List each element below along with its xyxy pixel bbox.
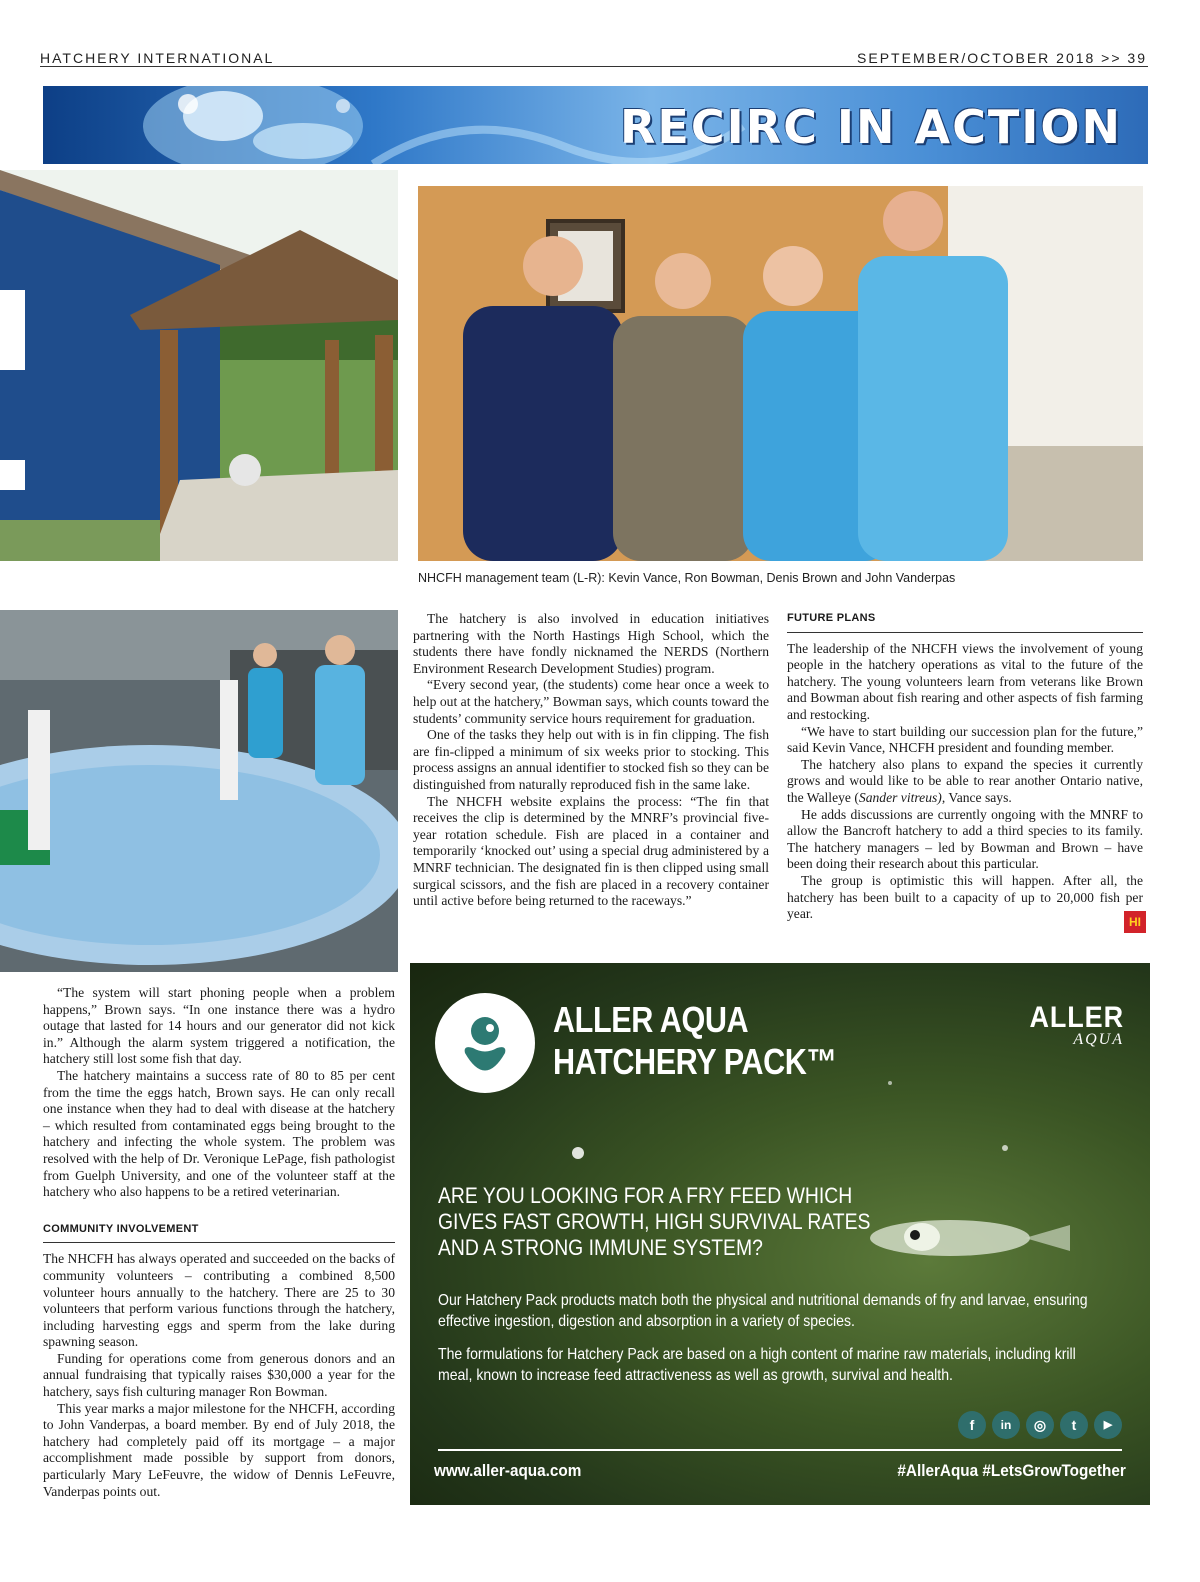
paragraph: The hatchery maintains a success rate of 80 to 85 per cent from the time the eggs hatch, Brown says. He can only recall one instance when they had to deal with disease at the hatchery – which resulted from contaminated eggs being brought to the hatchery and infecting the whole system. The problem was resolved with the help of Dr. Veronique LePage, fish pathologist from Guelph University, and one of the volunteer staff at the hatchery who also happens to be a retired veterinarian.: [43, 1067, 395, 1200]
ad-title: ALLER AQUA HATCHERY PACK™: [553, 999, 837, 1082]
hatchery-building-photo: [0, 170, 398, 561]
issue-page-number: SEPTEMBER/OCTOBER 2018 >> 39: [857, 50, 1147, 66]
ad-body-paragraph: Our Hatchery Pack products match both the physical and nutritional demands of fry and larvae, ensuring effective ingestion, digestion and absorption in a variety of species.: [438, 1292, 1088, 1330]
future-plans-column: [787, 610, 1143, 923]
paragraph: The NHCFH has always operated and succeeded on the backs of community volunteers – contributing a combined 8,500 volunteer hours annually to the hatchery. There are 25 to 30 volunteers that perform various functions through the hatchery, including harvesting eggs and sperm from the lake during spawning season.: [43, 1251, 395, 1350]
fry-egg-icon: [435, 993, 535, 1093]
twitter-icon[interactable]: t: [1060, 1411, 1088, 1439]
publication-name: HATCHERY INTERNATIONAL: [40, 50, 275, 66]
ad-website-link[interactable]: www.aller-aqua.com: [434, 1461, 582, 1480]
facebook-icon[interactable]: f: [958, 1411, 986, 1439]
paragraph: The hatchery is also involved in education initiatives partnering with the North Hastings High School, which the students there have fondly nicknamed the NERDS (Northern Environment Research Development Studies) program.: [413, 611, 769, 676]
paragraph: The leadership of the NHCFH views the involvement of young people in the hatchery operations as vital to the future of the hatchery. The young volunteers learn from veterans like Brown and Bowman about fish rearing and other aspects of fish farming and restocking.: [787, 640, 1143, 722]
paragraph: This year marks a major milestone for the NHCFH, according to John Vanderpas, a board member. By end of July 2018, the hatchery had completely paid off its mortgage – a major accomplishment made possible by support from donors, particularly Mary LeFeuvre, the widow of Dennis LeFeuvre, Vanderpas points out.: [43, 1400, 395, 1499]
paragraph: The NHCFH website explains the process: “The fin that receives the clip is determined by the MNRF’s provincial five-year rotation schedule. Fish are placed in a container and temporarily ‘knocked out’ using a special drug administered by a MNRF technician. The designated fin is then clipped using small surgical scissors, and the fish are placed in a recovery container until active before being returned to the raceways.”: [413, 793, 769, 909]
paragraph: Funding for operations come from generous donors and an annual fundraising that typically raises $30,000 a year for the hatchery, says fish culturing manager Ron Bowman.: [43, 1350, 395, 1400]
end-mark-logo: HI: [1124, 911, 1146, 933]
paragraph: The hatchery also plans to expand the species it currently grows and would like to be able to rear another Ontario native, the Walleye (Sander vitreus), Vance says.: [787, 756, 1143, 805]
paragraph: “Every second year, (the students) come hear once a week to help out at the hatchery,” Bowman says, which counts toward the students’ community service hours requirement for graduation.: [413, 677, 769, 726]
left-article-column: [43, 985, 395, 1500]
paragraph: He adds discussions are currently ongoing with the MNRF to allow the Bancroft hatchery to add a third species to its family. The hatchery managers – led by Bowman and Brown – have been doing their research about this particular.: [787, 806, 1143, 872]
ad-headline-question: ARE YOU LOOKING FOR A FRY FEED WHICH GIVES FAST GROWTH, HIGH SURVIVAL RATES AND A STRONG IMMUNE SYSTEM?: [438, 1183, 871, 1260]
middle-article-column: [413, 611, 769, 910]
hatchery-pack-badge: [435, 993, 535, 1093]
hatchery-tanks-photo: [0, 610, 398, 972]
ad-body-paragraph: The formulations for Hatchery Pack are based on a high content of marine raw materials, including krill meal, known to increase feed attractiveness as well as growth, survival and health.: [438, 1346, 1076, 1384]
ad-hashtags: #AllerAqua #LetsGrowTogether: [897, 1461, 1126, 1480]
future-plans-heading: FUTURE PLANS: [787, 610, 1143, 633]
ad-divider: [438, 1449, 1122, 1451]
paragraph: “The system will start phoning people when a problem happens,” Brown says. “In one instance there was a hydro outage that lasted for 14 hours and our generator did not kick in.” Although the alarm system triggered a notification, the hatchery still lost some fish that day.: [43, 985, 395, 1067]
building-illustration: [0, 170, 398, 561]
instagram-icon[interactable]: ◎: [1026, 1411, 1054, 1439]
management-team-photo: [418, 186, 1143, 561]
section-banner: [43, 86, 1148, 164]
header-rule: [40, 66, 1148, 67]
banner-title: RECIRC IN ACTION: [620, 100, 1122, 154]
team-illustration: [418, 186, 1143, 561]
youtube-icon[interactable]: ▶: [1094, 1411, 1122, 1439]
photo-caption: NHCFH management team (L-R): Kevin Vance, Ron Bowman, Denis Brown and John Vanderpas: [418, 571, 956, 585]
paragraph: One of the tasks they help out with is in fin clipping. The fish are fin-clipped a minimum of six weeks prior to stocking. This process assigns an annual identifier to stocked fish so they can be distinguished from naturally reproduced fish in the same lake.: [413, 727, 769, 792]
paragraph: The group is optimistic this will happen. After all, the hatchery has been built to a capacity of up to 20,000 fish per year.: [787, 872, 1143, 922]
linkedin-icon[interactable]: in: [992, 1411, 1020, 1439]
species-name: Sander vitreus): [858, 789, 942, 805]
community-involvement-heading: COMMUNITY INVOLVEMENT: [43, 1221, 395, 1244]
aller-aqua-logo: ALLER AQUA: [1029, 1001, 1124, 1048]
paragraph: “We have to start building our succession plan for the future,” said Kevin Vance, NHCFH president and founding member.: [787, 723, 1143, 756]
aller-aqua-advertisement[interactable]: [410, 963, 1150, 1505]
tanks-illustration: [0, 610, 398, 972]
